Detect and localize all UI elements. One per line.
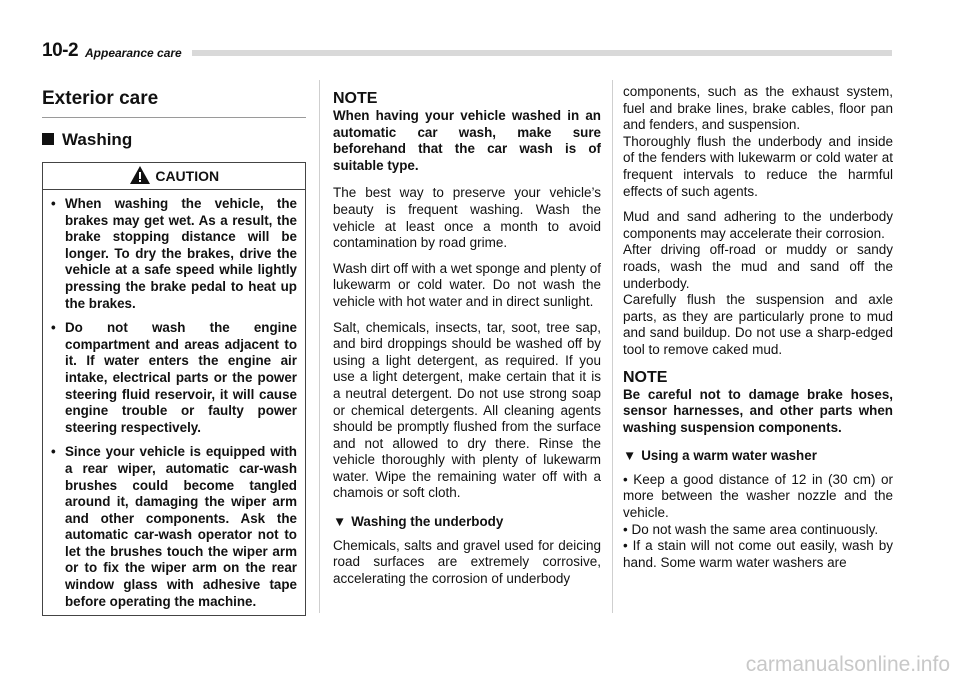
paragraph: After driving off-road or muddy or sandy roads, wash the mud and sand off the underbody. [623, 242, 893, 291]
paragraph: Thoroughly flush the underbody and inside of the fenders with lukewarm or cold water at frequent intervals to reduce the harmful effects of such agents. [623, 133, 893, 199]
caution-item-text: Do not wash the engine compartment and areas adjacent to it. If water enters the engine air intake, electrical parts or the power steering fluid reservoir, it will cause engine trouble or faulty power steering respectively. [65, 320, 297, 435]
bullet-dot: • [623, 471, 634, 487]
column-divider [612, 80, 613, 613]
black-square-icon [42, 133, 54, 145]
caution-item [51, 196, 297, 312]
column-middle [333, 84, 601, 587]
note-heading: NOTE [623, 368, 668, 386]
caution-box [42, 162, 306, 616]
caution-item [51, 444, 297, 610]
warning-triangle-icon [129, 165, 151, 185]
paragraph: Carefully flush the suspension and axle parts, as they are particularly prone to mud and sand buildup. Do not use a sharp-edged tool to remove caked mud. [623, 292, 893, 357]
page-number: 10-2 [42, 40, 79, 61]
column-divider [319, 80, 320, 613]
caution-body [43, 190, 305, 615]
title-rule [42, 117, 306, 118]
subheading-text: Using a warm water washer [641, 448, 817, 464]
watermark: carmanualsonline.info [745, 653, 950, 676]
paragraph: Mud and sand adhering to the underbody components may accelerate their corrosion. [623, 209, 893, 241]
bullet-dot: • [51, 196, 56, 211]
bullet-paragraph [623, 522, 893, 539]
down-triangle-icon: ▼ [623, 448, 637, 464]
paragraph: components, such as the exhaust system, fuel and brake lines, brake cables, floor pan and fenders, and suspension. [623, 84, 893, 133]
note-body: When having your vehicle washed in an automatic car wash, make sure beforehand that the car wash is of suitable type. [333, 108, 601, 173]
page-header [42, 40, 892, 62]
subheading-underbody [333, 514, 601, 531]
paragraph: Wash dirt off with a wet sponge and plenty of lukewarm or cold water. Do not wash the vehicle with hot water and in direct sunlight. [333, 260, 601, 309]
section-subtitle [42, 130, 306, 150]
caution-item [51, 320, 297, 436]
bullet-dot: • [51, 320, 56, 336]
bullet-text: Do not wash the same area continuously. [631, 521, 879, 537]
paragraph: Chemicals, salts and gravel used for deicing road surfaces are extremely corrosive, accelerating the corrosion of underbody [333, 537, 601, 586]
down-triangle-icon: ▼ [333, 514, 347, 530]
header-bar [192, 50, 892, 56]
paragraph: Salt, chemicals, insects, tar, soot, tree sap, and bird droppings should be washed off by using a light detergent, as required. If you use a light detergent, make certain that it is a neutral detergent. Do not use strong soap or chemical detergents. All cleaning agents should be promptly flushed from the surface and not allowed to dry there. Rinse the vehicle thoroughly with plenty of lukewarm water. Wipe the remaining water off with a chamois or soft cloth. [333, 319, 601, 501]
subheading-text: Washing the underbody [351, 514, 504, 530]
note-body: Be careful not to damage brake hoses, sensor harnesses, and other parts when washing suspension components. [623, 386, 893, 435]
page-title: Exterior care [42, 88, 159, 109]
section-title: Appearance care [85, 46, 182, 60]
caution-item-text: Since your vehicle is equipped with a rear wiper, automatic car-wash brushes could become tangled around it, damaging the wiper arm and other components. Ask the automatic car-wash operator not to let the brushes touch the wiper arm or to fix the wiper arm on the rear window glass with adhesive tape before operating the machine. [65, 444, 297, 609]
bullet-paragraph [623, 538, 893, 571]
column-right [623, 84, 893, 571]
note-heading: NOTE [333, 90, 378, 107]
bullet-dot: • [623, 538, 633, 554]
caution-item-text: When washing the vehicle, the brakes may get wet. As a result, the brake stopping distance will be longer. To dry the brakes, drive the vehicle at a safe speed while lightly pressing the brake pedal to heat up the brakes. [65, 196, 297, 311]
caution-header [43, 163, 305, 190]
bullet-dot: • [51, 444, 56, 460]
subtitle-text: Washing [62, 130, 133, 149]
subheading-warm-water [623, 448, 893, 465]
bullet-text: Keep a good distance of 12 in (30 cm) or more between the washer nozzle and the vehicle. [623, 471, 893, 521]
column-left [42, 84, 306, 616]
bullet-text: If a stain will not come out easily, wash by hand. Some warm water washers are [623, 538, 893, 570]
paragraph: The best way to preserve your vehicle’s beauty is frequent washing. Wash the vehicle at least once a month to avoid contamination by road grime. [333, 185, 601, 251]
caution-label: CAUTION [155, 168, 220, 184]
bullet-paragraph [623, 472, 893, 522]
bullet-dot: • [623, 521, 632, 537]
